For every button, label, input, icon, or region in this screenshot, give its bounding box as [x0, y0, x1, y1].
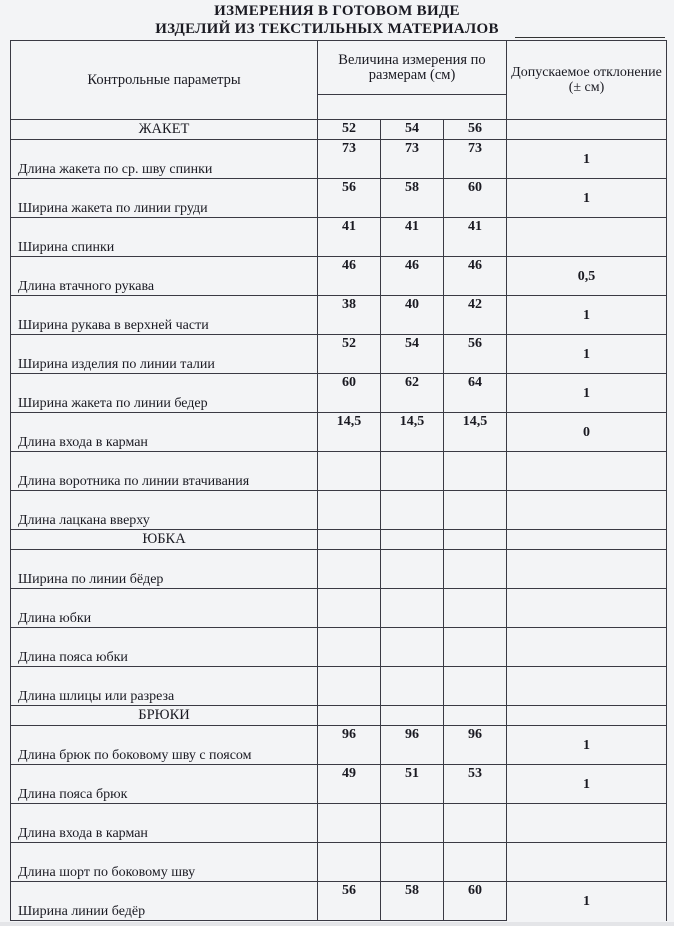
size-label: 56 [444, 120, 507, 140]
measure-value: 60 [444, 179, 507, 218]
measure-value: 41 [444, 218, 507, 257]
table-row [11, 628, 667, 667]
param-name: Длина втачного рукава [11, 257, 318, 296]
measure-value: 58 [381, 882, 444, 921]
measure-value: 14,5 [318, 413, 381, 452]
measure-value: 96 [444, 726, 507, 765]
measure-value: 56 [318, 882, 381, 921]
tolerance-value: 1 [507, 374, 667, 413]
section-row-trousers [11, 706, 667, 726]
measure-value [444, 667, 507, 706]
tolerance-value [507, 550, 667, 589]
tolerance-value [507, 804, 667, 843]
measure-value [318, 491, 381, 530]
measure-value [381, 452, 444, 491]
table-row [11, 589, 667, 628]
param-name: Ширина жакета по линии груди [11, 179, 318, 218]
param-name: Ширина изделия по линии талии [11, 335, 318, 374]
size-label: 52 [318, 120, 381, 140]
tolerance-value: 0 [507, 413, 667, 452]
size-label [381, 530, 444, 550]
measure-value [444, 804, 507, 843]
param-name: Длина жакета по ср. шву спинки [11, 140, 318, 179]
measure-value [318, 589, 381, 628]
measure-value [381, 628, 444, 667]
header-tolerance: Допускаемое отклонение (± см) [507, 41, 667, 120]
page-title [0, 2, 674, 38]
header-param: Контрольные параметры [11, 41, 318, 120]
section-title: ЖАКЕТ [11, 120, 318, 140]
title-underline [515, 37, 665, 38]
measure-value [444, 843, 507, 882]
measure-value [444, 628, 507, 667]
tolerance-value [507, 843, 667, 882]
param-name: Длина входа в карман [11, 804, 318, 843]
page-edge [0, 922, 674, 926]
measure-value [444, 491, 507, 530]
measure-value: 96 [381, 726, 444, 765]
measure-value [381, 843, 444, 882]
table-row [11, 882, 667, 921]
param-name: Ширина жакета по линии бедер [11, 374, 318, 413]
table-row [11, 335, 667, 374]
table-row [11, 257, 667, 296]
measure-value: 53 [444, 765, 507, 804]
param-name: Ширина рукава в верхней части [11, 296, 318, 335]
measure-value [381, 491, 444, 530]
table-row [11, 491, 667, 530]
param-name: Ширина линии бедёр [11, 882, 318, 921]
measure-value: 42 [444, 296, 507, 335]
tolerance-value [507, 491, 667, 530]
measure-value: 49 [318, 765, 381, 804]
measure-value [444, 452, 507, 491]
measure-value: 41 [381, 218, 444, 257]
measure-value [318, 667, 381, 706]
measurements-table [10, 40, 667, 921]
table-row [11, 765, 667, 804]
table-row [11, 140, 667, 179]
measure-value [381, 589, 444, 628]
measure-value: 46 [381, 257, 444, 296]
param-name: Длина шлицы или разреза [11, 667, 318, 706]
header-row [11, 41, 667, 95]
measure-value [318, 452, 381, 491]
param-name: Длина брюк по боковому шву с поясом [11, 726, 318, 765]
measure-value: 14,5 [381, 413, 444, 452]
size-label [444, 530, 507, 550]
measure-value: 56 [318, 179, 381, 218]
table-row [11, 550, 667, 589]
table-row [11, 452, 667, 491]
measure-value: 40 [381, 296, 444, 335]
param-name: Ширина спинки [11, 218, 318, 257]
tolerance-value: 1 [507, 140, 667, 179]
title-line-2: ИЗДЕЛИЙ ИЗ ТЕКСТИЛЬНЫХ МАТЕРИАЛОВ [155, 21, 499, 37]
measure-value [318, 628, 381, 667]
table-row [11, 179, 667, 218]
title-line-1: ИЗМЕРЕНИЯ В ГОТОВОМ ВИДЕ [214, 3, 460, 19]
measure-value: 73 [444, 140, 507, 179]
measure-value: 96 [318, 726, 381, 765]
measure-value [444, 550, 507, 589]
measure-value: 64 [444, 374, 507, 413]
measure-value: 41 [318, 218, 381, 257]
measure-value [444, 589, 507, 628]
tolerance-value: 1 [507, 179, 667, 218]
size-label [318, 706, 381, 726]
measure-value: 14,5 [444, 413, 507, 452]
tolerance-value: 1 [507, 882, 667, 921]
param-name: Длина лацкана вверху [11, 491, 318, 530]
tolerance-value: 1 [507, 335, 667, 374]
size-label [318, 530, 381, 550]
table-row [11, 296, 667, 335]
table-row [11, 667, 667, 706]
measure-value: 62 [381, 374, 444, 413]
tolerance-value [507, 452, 667, 491]
param-name: Длина пояса брюк [11, 765, 318, 804]
measure-value: 60 [444, 882, 507, 921]
table-row [11, 726, 667, 765]
param-name: Длина юбки [11, 589, 318, 628]
measure-value [381, 550, 444, 589]
measure-value [381, 804, 444, 843]
section-row-jacket [11, 120, 667, 140]
measure-value: 60 [318, 374, 381, 413]
measure-value: 73 [381, 140, 444, 179]
measure-value: 58 [381, 179, 444, 218]
table-row [11, 843, 667, 882]
table-row [11, 218, 667, 257]
measure-value [318, 550, 381, 589]
section-row-skirt [11, 530, 667, 550]
measure-value: 54 [381, 335, 444, 374]
table-row [11, 374, 667, 413]
tolerance-value [507, 218, 667, 257]
tolerance-value [507, 589, 667, 628]
measure-value [318, 843, 381, 882]
section-title: БРЮКИ [11, 706, 318, 726]
header-size-blank [318, 95, 507, 120]
param-name: Длина шорт по боковому шву [11, 843, 318, 882]
tolerance-cell [507, 530, 667, 550]
param-name: Длина пояса юбки [11, 628, 318, 667]
section-title: ЮБКА [11, 530, 318, 550]
measure-value: 56 [444, 335, 507, 374]
tolerance-cell [507, 706, 667, 726]
size-label [444, 706, 507, 726]
header-values: Величина измерения по размерам (см) [318, 41, 507, 95]
tolerance-value [507, 628, 667, 667]
param-name: Длина входа в карман [11, 413, 318, 452]
tolerance-value [507, 667, 667, 706]
param-name: Длина воротника по линии втачивания [11, 452, 318, 491]
param-name: Ширина по линии бёдер [11, 550, 318, 589]
size-label: 54 [381, 120, 444, 140]
size-label [381, 706, 444, 726]
table-row [11, 413, 667, 452]
tolerance-value: 1 [507, 296, 667, 335]
table-row [11, 804, 667, 843]
measure-value: 38 [318, 296, 381, 335]
measure-value [381, 667, 444, 706]
tolerance-cell [507, 120, 667, 140]
measure-value: 51 [381, 765, 444, 804]
tolerance-value: 1 [507, 726, 667, 765]
measure-value: 46 [318, 257, 381, 296]
measure-value: 73 [318, 140, 381, 179]
tolerance-value: 1 [507, 765, 667, 804]
measure-value [318, 804, 381, 843]
measure-value: 46 [444, 257, 507, 296]
measure-value: 52 [318, 335, 381, 374]
tolerance-value: 0,5 [507, 257, 667, 296]
